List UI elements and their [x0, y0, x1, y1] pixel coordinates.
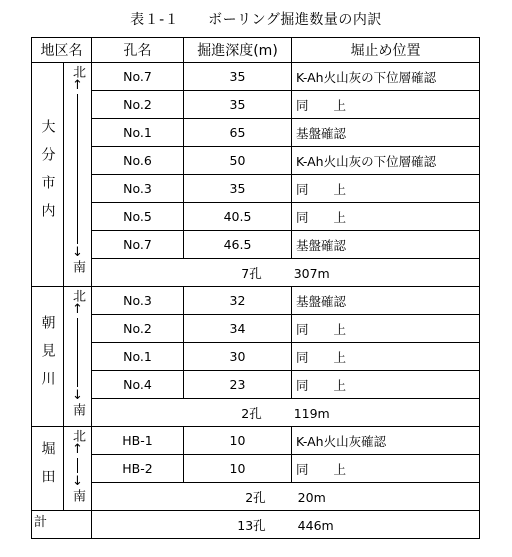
table-title: 表１-１ ボーリング掘進数量の内訳	[130, 12, 382, 28]
depth-value: 34	[184, 315, 292, 343]
depth-value: 35	[184, 175, 292, 203]
stop-position: 基盤確認	[292, 231, 480, 259]
stop-position: 同 上	[292, 175, 480, 203]
hole-name: HB-1	[92, 427, 184, 455]
depth-value: 46.5	[184, 231, 292, 259]
depth-value: 35	[184, 91, 292, 119]
depth-value: 35	[184, 63, 292, 91]
table-row	[32, 455, 480, 483]
total-row	[32, 511, 480, 539]
boring-quantity-table	[31, 37, 480, 539]
table-row	[32, 91, 480, 119]
table-row	[32, 175, 480, 203]
hole-name: No.2	[92, 315, 184, 343]
stop-position: 同 上	[292, 315, 480, 343]
table-row	[32, 287, 480, 315]
table-row	[32, 203, 480, 231]
north-label: 北↑	[70, 429, 85, 457]
area-name	[32, 63, 64, 287]
depth-value: 50	[184, 147, 292, 175]
table-row	[32, 315, 480, 343]
table-row	[32, 147, 480, 175]
direction-line	[77, 458, 78, 473]
area-name-text: 堀田	[39, 440, 56, 497]
area-name-text: 朝見川	[39, 314, 56, 399]
table-row	[32, 371, 480, 399]
north-label: 北↑	[70, 65, 85, 93]
subtotal-row	[32, 483, 480, 511]
direction-indicator	[64, 287, 92, 427]
header-area: 地区名	[32, 38, 92, 63]
hole-name: No.6	[92, 147, 184, 175]
stop-position: K-Ah火山灰の下位層確認	[292, 63, 480, 91]
stop-position: 同 上	[292, 371, 480, 399]
table-row	[32, 343, 480, 371]
stop-position: 同 上	[292, 455, 480, 483]
subtotal-cell	[92, 259, 480, 287]
south-label: ↓南	[70, 388, 85, 416]
stop-position: 同 上	[292, 203, 480, 231]
stop-position: 同 上	[292, 91, 480, 119]
subtotal-depth: 307m	[293, 265, 330, 281]
north-label: 北↑	[70, 289, 85, 317]
subtotal-depth: 20m	[297, 489, 326, 505]
total-count: 13孔	[237, 517, 266, 533]
stop-position: 同 上	[292, 343, 480, 371]
hole-name: No.3	[92, 287, 184, 315]
hole-name: No.7	[92, 63, 184, 91]
depth-value: 65	[184, 119, 292, 147]
subtotal-count: 7孔	[241, 265, 262, 281]
total-depth: 446m	[297, 517, 334, 533]
subtotal-count: 2孔	[245, 489, 266, 505]
south-label: ↓南	[70, 245, 85, 273]
depth-value: 10	[184, 427, 292, 455]
direction-indicator	[64, 427, 92, 511]
subtotal-depth: 119m	[293, 405, 330, 421]
header-stop: 堀止め位置	[292, 38, 480, 63]
stop-position: K-Ah火山灰の下位層確認	[292, 147, 480, 175]
hole-name: No.5	[92, 203, 184, 231]
south-label: ↓南	[70, 474, 85, 502]
header-hole: 孔名	[92, 38, 184, 63]
area-name	[32, 427, 64, 511]
total-label: 計	[32, 511, 92, 539]
hole-name: No.7	[92, 231, 184, 259]
area-name	[32, 287, 64, 427]
stop-position: K-Ah火山灰確認	[292, 427, 480, 455]
hole-name: No.4	[92, 371, 184, 399]
direction-line	[77, 318, 78, 387]
table-row	[32, 63, 480, 91]
hole-name: No.1	[92, 343, 184, 371]
hole-name: HB-2	[92, 455, 184, 483]
subtotal-count: 2孔	[241, 405, 262, 421]
stop-position: 基盤確認	[292, 119, 480, 147]
stop-position: 基盤確認	[292, 287, 480, 315]
subtotal-row	[32, 399, 480, 427]
table-row	[32, 427, 480, 455]
hole-name: No.2	[92, 91, 184, 119]
depth-value: 23	[184, 371, 292, 399]
area-name-text: 大分市内	[39, 118, 56, 231]
depth-value: 32	[184, 287, 292, 315]
header-depth: 掘進深度(m)	[184, 38, 292, 63]
depth-value: 10	[184, 455, 292, 483]
direction-line	[77, 94, 78, 244]
depth-value: 30	[184, 343, 292, 371]
direction-indicator	[64, 63, 92, 287]
table-row	[32, 231, 480, 259]
subtotal-cell	[92, 483, 480, 511]
hole-name: No.1	[92, 119, 184, 147]
hole-name: No.3	[92, 175, 184, 203]
total-cell	[92, 511, 480, 539]
subtotal-row	[32, 259, 480, 287]
depth-value: 40.5	[184, 203, 292, 231]
subtotal-cell	[92, 399, 480, 427]
table-row	[32, 119, 480, 147]
